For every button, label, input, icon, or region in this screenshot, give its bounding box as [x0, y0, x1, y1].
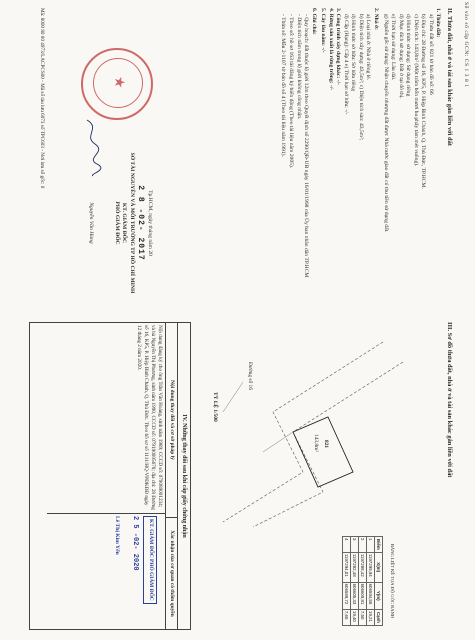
table-header-row [375, 537, 383, 626]
sign-place-date: Tp.HCM, ngày tháng năm 20 [147, 190, 153, 256]
confirm-date: 2 5 -02- 2020 [131, 516, 140, 571]
column-header: Cạnh [375, 609, 383, 625]
table-row [367, 537, 375, 626]
table-cell: 606605,33 [351, 582, 359, 609]
table-cell: 4 [343, 537, 351, 553]
table-cell: 606589,72 [343, 582, 351, 609]
other-line: 5. Cây lâu năm: -/- [320, 8, 327, 53]
table-cell: 19,40 [351, 609, 359, 625]
blue-stamp: KT. GIÁM ĐỐC PHÓ GIÁM ĐỐC [143, 516, 156, 604]
house-line: a) Loại nhà ở: Nhà ở riêng lẻ. [365, 14, 372, 81]
column-header: X(m) [375, 552, 383, 582]
change-content: Nội dung đăng ký cho ông Trần Văn Hoàng, sinh năm 1989; CCCD số: 079089001234; và bà Nguyễn Thị Phương, sinh năm 1990, CCCD số: 079190005678; địa chỉ: 28 Đường số 16, KP5, P. Hiệp Bình Chánh, Q. Thủ Đức. Theo hồ sơ số 1111/HQ-VPĐKĐĐ ngày 12 tháng 2 năm 2020. [47, 323, 165, 514]
table-cell: 1 [367, 537, 375, 553]
coord-caption: BẢNG LIỆT KÊ TỌA ĐỘ GÓC RANH [390, 543, 395, 619]
confirm-column-header: Xác nhận của cơ quan có thẩm quyền [168, 530, 175, 617]
table-cell: 1197294,01 [343, 552, 351, 582]
handwritten-signature [81, 118, 103, 178]
note-line: - Diện tích nằm trong lộ giới không công nhận. [295, 14, 302, 120]
table-cell: 606594,55 [367, 582, 375, 609]
table-row [351, 537, 359, 626]
plot-drawing [203, 322, 423, 532]
land-line: d) Hình thức sử dụng: Sử dụng riêng [405, 14, 412, 97]
house-line: b) Diện tích xây dựng: 43,5m²; c) Diện tích sàn: 43,5m²; [357, 14, 364, 141]
signer-role-1: KT. GIÁM ĐỐC [121, 202, 128, 244]
land-line: c) Diện tích: 143,8m² (Một trăm bốn mươi ba phẩy tám mét vuông). [412, 14, 419, 167]
changes-row [47, 323, 165, 629]
land-line: g) Nguồn gốc sử dụng: Nhận chuyển nhượng đất được Nhà nước giao đất có thu tiền sử dụng đất. [382, 14, 389, 233]
confirm-signer: Lê Thị Kim Yến [113, 516, 120, 555]
lot-number-label: 821 [323, 440, 329, 449]
table-cell: 3 [351, 537, 359, 553]
column-header: Điểm [375, 537, 383, 553]
note-line: - Thửa số: Mẫu 2-1107 tờ bản đồ số 4 (Theo tài liệu năm 1991). [280, 14, 287, 157]
land-line: đ) Mục đích sử dụng: Đất ở tại đô thị. [397, 14, 404, 99]
star-icon: ★ [111, 76, 126, 89]
signer-role-2: PHÓ GIÁM ĐỐC [113, 201, 120, 245]
changes-table [29, 322, 191, 630]
table-cell: 7,50 [359, 609, 367, 625]
table-cell: 7,65 [343, 609, 351, 625]
footer-note: Mã: 8000 80 00 4973/LACPCS00 - Mã số tàu lưu 6073 số TPC603 - Nơi lưu số gốc: 0 [39, 8, 45, 189]
land-info-section [23, 8, 453, 308]
other-line: 3. Công trình xây dựng khác: -/- [335, 8, 342, 85]
table-cell: 2 [359, 537, 367, 553]
official-red-seal [81, 48, 153, 120]
plot-diagram-section [23, 322, 453, 628]
signer-name: Nguyễn Văn Hùng [88, 202, 95, 244]
changes-column-header: Nội dung thay đổi và cơ sở pháp lý [166, 323, 177, 518]
registry-number: Số vào sổ cấp GCN: CS 1 3 8 1 [463, 2, 469, 88]
notes-heading: 6. Ghi chú: [310, 8, 317, 35]
table-cell: 1197299,94 [367, 552, 375, 582]
section-title-diagram: III. Sơ đồ thửa đất, nhà ở và tài sản khác gắn liền với đất [446, 322, 453, 478]
plot-diagram [203, 322, 423, 628]
changes-title: IV. Những thay đổi sau khi cấp giấy chứng nhận [177, 323, 190, 629]
table-row [343, 537, 351, 626]
column-header: Y(m) [375, 582, 383, 609]
note-line: - Theo số: hồ sơ 163 tài đăng ký biến động (Theo tài liệu năm 2005). [287, 14, 294, 169]
coordinate-table [342, 536, 383, 626]
house-heading: 2. Nhà ở: [372, 8, 379, 30]
section-title-land-house: II. Thửa đất, nhà ở và tài sản khác gắn liền với đất [446, 8, 453, 146]
table-row [359, 537, 367, 626]
house-line: d) Hình thức sở hữu: Sở hữu riêng [350, 14, 357, 92]
street-label: Đường số 16 [247, 362, 253, 390]
date-stamp: 2 8 -02- 2017 [136, 185, 146, 261]
land-parcel-heading: 1. Thửa đất: [435, 8, 442, 38]
confirmation-cell [47, 514, 165, 629]
table-cell: 19,21 [367, 609, 375, 625]
other-line: 4. Rừng sản xuất là rừng trồng: -/- [327, 8, 334, 91]
house-line: đ) Cấp (Hạng): Cấp 4 e) Thời hạn sở hữu: -/- [342, 14, 349, 115]
issuing-authority: SỞ TÀI NGUYÊN VÀ MÔI TRƯỜNG TP HỒ CHÍ MINH [128, 152, 135, 294]
scale-label: TỶ LỆ 1/500 [212, 392, 218, 422]
table-cell: 1197282,48 [351, 552, 359, 582]
lot-area-label: 143,8m² [313, 434, 319, 452]
table-cell: 606609,91 [359, 582, 367, 609]
land-line: a) Thửa đất số: 821 tờ bản đồ số: 66 [427, 14, 434, 95]
note-line: - Quy hoạch: đất thuộc lộ giới 12m theo Quyết định số 2290/QĐ-UB ngày 16/01/1998 của Ủy ban nhân dân TP.HCM [303, 14, 310, 278]
land-line: b) Địa chỉ: 28 Đường số 16, KP5, P. Hiệp Bình Chánh, Q. Thủ Đức, TP.HCM. [420, 14, 427, 189]
changes-header-row [165, 323, 177, 629]
land-line: e) Thời hạn sử dụng: Lâu dài. [390, 14, 397, 81]
table-cell: 1197288,42 [359, 552, 367, 582]
